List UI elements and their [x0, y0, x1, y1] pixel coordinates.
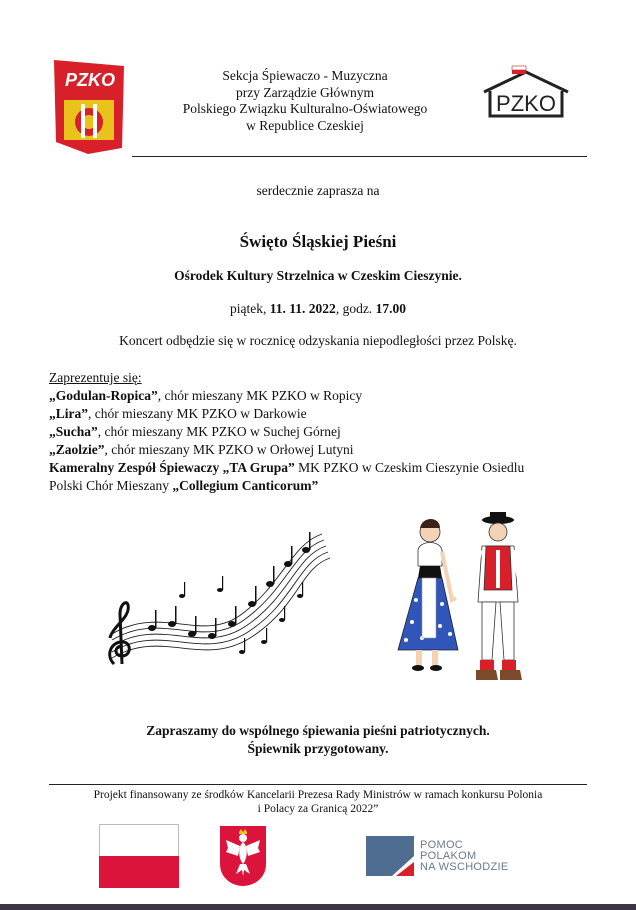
- performer-name: „Zaolzie”: [49, 442, 105, 457]
- performer-item: [49, 441, 609, 459]
- performer-desc: , chór mieszany MK PZKO w Darkowie: [88, 406, 307, 421]
- funding-line-1: Projekt finansowany ze środków Kancelarii Prezesa Rady Ministrów w ramach konkursu Polonia: [93, 789, 543, 801]
- footer-divider: [49, 784, 587, 785]
- closing-line-1: Zapraszamy do wspólnego śpiewania pieśni patriotycznych.: [146, 723, 490, 738]
- performer-desc: MK PZKO w Czeskim Cieszynie Osiedlu: [294, 460, 525, 475]
- event-title: Święto Śląskiej Pieśni: [239, 232, 397, 251]
- performer-name: „Godulan-Ropica”: [49, 388, 158, 403]
- performer-name: „Lira”: [49, 406, 88, 421]
- performer-item: [49, 459, 609, 477]
- performer-item: [49, 405, 609, 423]
- performer-name: „Collegium Canticorum”: [172, 478, 319, 493]
- performer-item: [49, 477, 609, 495]
- header-divider: [132, 156, 587, 157]
- header-line-2: przy Zarządzie Głównym: [236, 84, 374, 100]
- performers-list: [49, 369, 609, 495]
- funding-note: [58, 788, 578, 816]
- pomoc-logo-text: [420, 840, 509, 873]
- pomoc-line-1: POMOC: [420, 839, 464, 851]
- concert-note: Koncert odbędzie się w rocznicę odzyskania niepodległości przez Polskę.: [119, 333, 517, 348]
- performer-desc: , chór mieszany MK PZKO w Suchej Górnej: [97, 424, 341, 439]
- performer-item: [49, 423, 609, 441]
- header-line-4: w Republice Czeskiej: [246, 117, 364, 133]
- invite-text: serdecznie zaprasza na: [256, 183, 380, 198]
- event-date: 11. 11. 2022: [269, 301, 336, 316]
- funding-line-2: i Polacy za Granicą 2022”: [257, 803, 379, 815]
- folk-couple-illustration: [392, 510, 534, 694]
- header-line-3: Polskiego Związku Kulturalno-Oświatowego: [182, 101, 428, 116]
- performer-desc: Polski Chór Mieszany: [49, 478, 173, 493]
- organizer-header: [150, 68, 460, 134]
- date-prefix: piątek,: [230, 301, 270, 316]
- closing-text: [0, 722, 636, 758]
- time-prefix: , godz.: [335, 301, 376, 316]
- event-venue: Ośrodek Kultury Strzelnica w Czeskim Cieszynie.: [174, 268, 462, 283]
- performers-heading: Zaprezentuje się:: [49, 370, 142, 385]
- pomoc-logo-mark: [366, 836, 414, 876]
- event-time: 17.00: [375, 301, 406, 316]
- pzko-logo-right: [478, 64, 574, 120]
- pomoc-line-2: POLAKOM: [420, 850, 477, 862]
- pzko-logo-left-text: PZKO: [64, 70, 116, 90]
- bottom-edge-bar: [0, 904, 636, 910]
- music-notes-illustration: [92, 524, 332, 674]
- performer-desc: , chór mieszany MK PZKO w Orłowej Lutyni: [104, 442, 354, 457]
- event-date-line: [0, 301, 636, 317]
- polish-coat-of-arms: [218, 824, 268, 888]
- performer-name: Kameralny Zespół Śpiewaczy „TA Grupa”: [49, 460, 295, 475]
- closing-line-2: Śpiewnik przygotowany.: [247, 741, 389, 756]
- header-line-1: Sekcja Śpiewaczo - Muzyczna: [222, 68, 388, 83]
- performer-desc: , chór mieszany MK PZKO w Ropicy: [157, 388, 363, 403]
- performer-name: „Sucha”: [49, 424, 98, 439]
- pzko-logo-right-text: PZKO: [496, 91, 556, 116]
- pzko-logo-left: [48, 56, 130, 156]
- performer-item: [49, 387, 609, 405]
- pomoc-line-3: NA WSCHODZIE: [420, 861, 509, 873]
- pomoc-polakom-logo: [366, 836, 526, 876]
- polish-flag: [99, 824, 179, 888]
